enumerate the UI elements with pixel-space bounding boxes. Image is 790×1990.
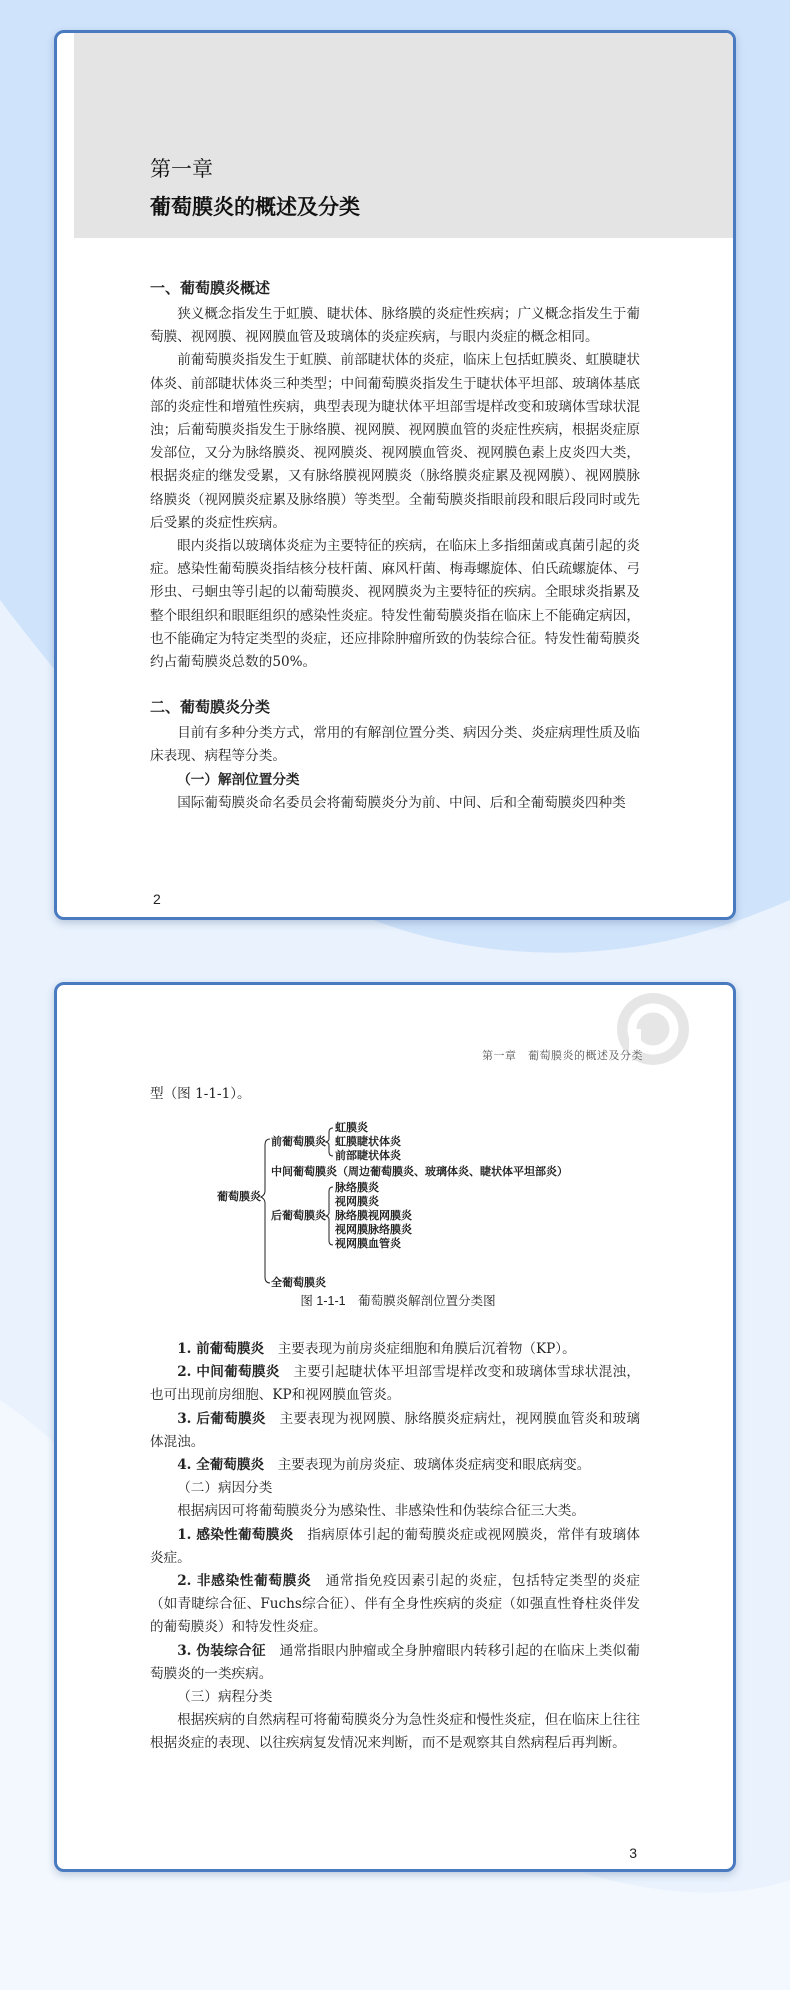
diagram-posterior-item: 脉络膜视网膜炎 <box>335 1209 412 1222</box>
paragraph: 前葡萄膜炎指发生于虹膜、前部睫状体的炎症，临床上包括虹膜炎、虹膜睫状体炎、前部睫状体炎三种类型；中间葡萄膜炎指发生于睫状体平坦部、玻璃体基底部的炎症性和增殖性疾病，典型表现为睫状体平坦部雪堤样改变和玻璃体雪球状混浊；后葡萄膜炎指发生于脉络膜、视网膜、视网膜血管的炎症性疾病，根据炎症原发部位，又分为脉络膜炎、视网膜炎、视网膜血管炎、视网膜色素上皮炎四大类，根据炎症的继发受累，又有脉络膜视网膜炎（脉络膜炎症累及视网膜）、视网膜脉络膜炎（视网膜炎症累及脉络膜）等类型。全葡萄膜炎指眼前段和眼后段同时或先后受累的炎症性疾病。 <box>150 352 640 531</box>
diagram-posterior-item: 视网膜炎 <box>335 1195 379 1208</box>
page-3-intro <box>150 1083 640 1106</box>
continued-text: 型（图 1-1-1）。 <box>150 1086 251 1102</box>
running-head: 第一章 葡萄膜炎的概述及分类 <box>482 1050 643 1062</box>
item-heading: 1. 感染性葡萄膜炎 <box>177 1526 294 1543</box>
item-text: 主要表现为前房炎症细胞和角膜后沉着物（KP）。 <box>277 1341 576 1357</box>
diagram-posterior-item: 脉络膜炎 <box>335 1181 379 1194</box>
item-text: 主要表现为前房炎症、玻璃体炎症病变和眼底病变。 <box>277 1457 591 1474</box>
page-number: 3 <box>629 1845 637 1861</box>
item-text: 主要表现为视网膜、脉络膜炎症病灶，视网膜血管炎和玻璃体混浊。 <box>150 1410 640 1450</box>
item-text: 通常指眼内肿瘤或全身肿瘤眼内转移引起的在临床上类似葡萄膜炎的一类疾病。 <box>150 1642 640 1682</box>
chapter-label: 第一章 <box>150 157 213 181</box>
list-item <box>150 1524 640 1570</box>
section-heading-classification: 二、葡萄膜炎分类 <box>150 698 271 717</box>
diagram-posterior-item: 视网膜血管炎 <box>335 1237 401 1250</box>
list-item <box>150 1408 640 1454</box>
list-item <box>150 1361 640 1407</box>
subsection-heading-etiology: （二）病因分类 <box>177 1480 273 1497</box>
item-heading: 2. 中间葡萄膜炎 <box>177 1364 280 1381</box>
diagram-anterior-item: 虹膜睫状体炎 <box>335 1135 401 1148</box>
diagram-anterior: 前葡萄膜炎 <box>271 1135 326 1148</box>
diagram-pan: 全葡萄膜炎 <box>271 1276 326 1289</box>
item-text: 主要引起睫状体平坦部雪堤样改变和玻璃体雪球状混浊，也可出现前房细胞、KP和视网膜血管炎。 <box>150 1364 640 1404</box>
subsection-heading-course: （三）病程分类 <box>177 1689 273 1706</box>
diagram-posterior-item: 视网膜脉络膜炎 <box>335 1223 412 1236</box>
list-item <box>150 1338 640 1361</box>
diagram-root: 葡萄膜炎 <box>217 1190 261 1203</box>
item-heading: 4. 全葡萄膜炎 <box>177 1457 265 1474</box>
section-heading-overview: 一、葡萄膜炎概述 <box>150 279 271 297</box>
book-page-3 <box>54 982 736 1872</box>
paragraph: 根据疾病的自然病程可将葡萄膜炎分为急性炎症和慢性炎症，但在临床上往往根据炎症的表现、以往疾病复发情况来判断，而不是观察其自然病程后再判断。 <box>150 1712 640 1752</box>
diagram-anterior-item: 虹膜炎 <box>335 1121 368 1134</box>
diagram-intermediate: 中间葡萄膜炎（周边葡萄膜炎、玻璃体炎、睫状体平坦部炎） <box>271 1165 568 1178</box>
item-text: 通常指免疫因素引起的炎症，包括特定类型的炎症（如青睫综合征、Fuchs综合征）、伴有全身性疾病的炎症（如强直性脊柱炎伴发的葡萄膜炎）和特发性炎症。 <box>150 1573 641 1636</box>
diagram-anterior-item: 前部睫状体炎 <box>335 1149 401 1162</box>
list-item <box>150 1640 640 1686</box>
chapter-title: 葡萄膜炎的概述及分类 <box>150 194 360 219</box>
paragraph: 目前有多种分类方式，常用的有解剖位置分类、病因分类、炎症病理性质及临床表现、病程等分类。 <box>150 725 640 765</box>
item-heading: 2. 非感染性葡萄膜炎 <box>177 1573 312 1590</box>
page-3-body <box>150 1338 640 1756</box>
item-text: 指病原体引起的葡萄膜炎症或视网膜炎，常伴有玻璃体炎症。 <box>150 1526 641 1566</box>
paragraph: 根据病因可将葡萄膜炎分为感染性、非感染性和伪装综合征三大类。 <box>177 1503 585 1520</box>
figure-caption: 图 1-1-1 葡萄膜炎解剖位置分类图 <box>300 1294 496 1308</box>
list-item <box>150 1570 640 1640</box>
page-number: 2 <box>153 891 161 907</box>
item-heading: 3. 伪装综合征 <box>177 1642 266 1659</box>
subsection-heading-anatomical: （一）解剖位置分类 <box>177 771 300 788</box>
paragraph: 狭义概念指发生于虹膜、睫状体、脉络膜的炎症性疾病；广义概念指发生于葡萄膜、视网膜、视网膜血管及玻璃体的炎症疾病，与眼内炎症的概念相同。 <box>150 306 640 346</box>
paragraph: 国际葡萄膜炎命名委员会将葡萄膜炎分为前、中间、后和全葡萄膜炎四种类 <box>177 794 626 811</box>
classification-diagram <box>217 1119 577 1289</box>
item-heading: 3. 后葡萄膜炎 <box>177 1410 266 1427</box>
item-heading: 1. 前葡萄膜炎 <box>177 1341 265 1357</box>
list-item <box>150 1454 640 1477</box>
book-page-2 <box>54 30 736 920</box>
diagram-posterior: 后葡萄膜炎 <box>271 1209 326 1222</box>
paragraph: 眼内炎指以玻璃体炎症为主要特征的疾病，在临床上多指细菌或真菌引起的炎症。感染性葡萄膜炎指结核分枝杆菌、麻风杆菌、梅毒螺旋体、伯氏疏螺旋体、弓形虫、弓蛔虫等引起的以葡萄膜炎、视网膜炎为主要特征的疾病。全眼球炎指累及整个眼组织和眼眶组织的感染性炎症。特发性葡萄膜炎指在临床上不能确定病因，也不能确定为特定类型的炎症，还应排除肿瘤所致的伪装综合征。特发性葡萄膜炎约占葡萄膜炎总数的50%。 <box>150 538 640 671</box>
page-2-body <box>150 277 640 815</box>
